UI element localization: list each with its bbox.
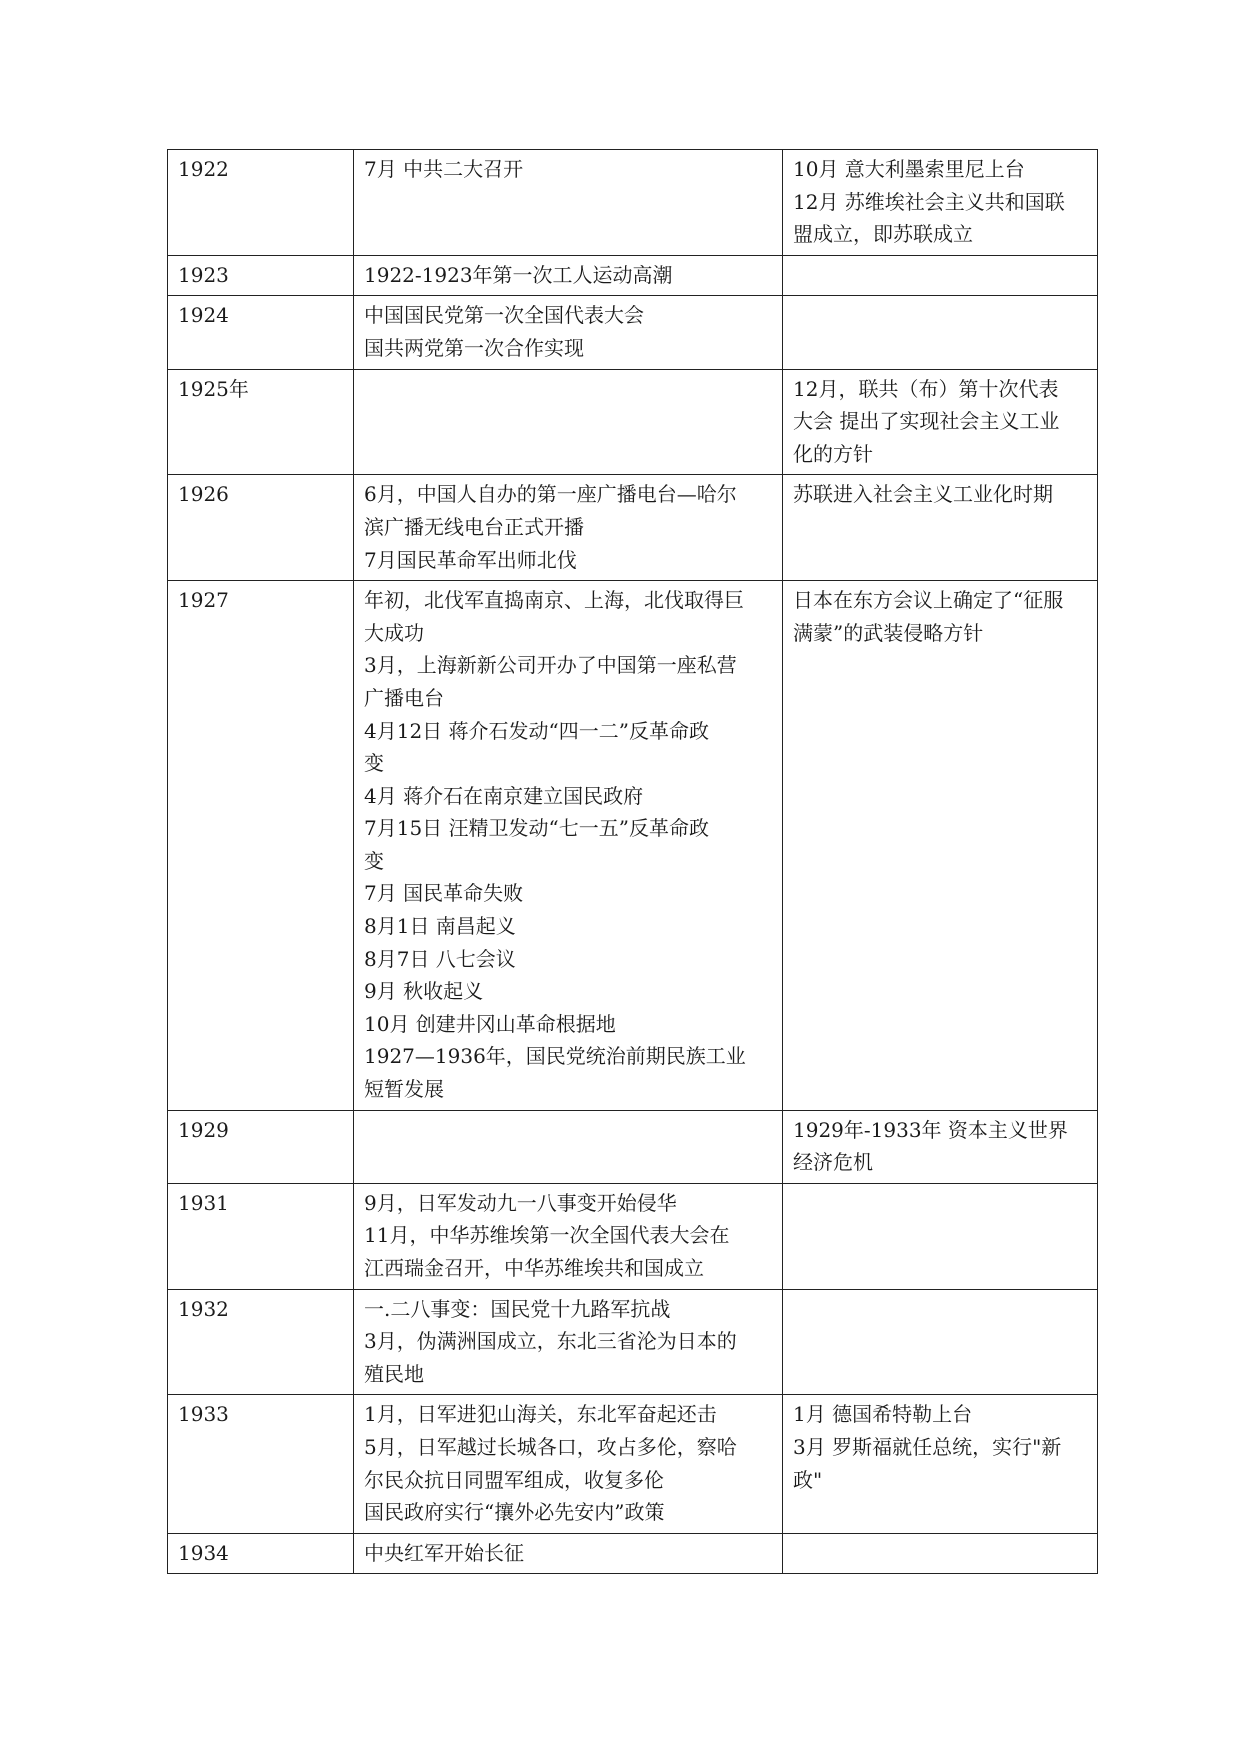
china-event-line: 1927—1936年，国民党统治前期民族工业 <box>364 1044 746 1069</box>
china-event-line: 中国国民党第一次全国代表大会 <box>364 303 644 328</box>
world-event-line: 1月 德国希特勒上台 <box>793 1402 973 1427</box>
china-event-line: 4月12日 蒋介石发动“四一二”反革命政 <box>364 718 709 743</box>
table-row <box>168 581 1098 1111</box>
china-event-line: 滨广播无线电台正式开播 <box>364 514 584 539</box>
china-events-cell <box>354 369 783 475</box>
china-events-cell <box>354 1533 783 1574</box>
world-events-cell <box>783 1289 1098 1395</box>
china-events-cell <box>354 581 783 1111</box>
timeline-body <box>168 150 1098 1574</box>
china-event-line: 变 <box>364 848 384 873</box>
china-event-line: 7月15日 汪精卫发动“七一五”反革命政 <box>364 816 709 841</box>
china-events-cell <box>354 1289 783 1395</box>
year-cell: 1925年 <box>168 369 354 475</box>
china-events-cell <box>354 150 783 256</box>
china-event-line: 4月 蒋介石在南京建立国民政府 <box>364 783 644 808</box>
year-cell: 1934 <box>168 1533 354 1574</box>
world-event-line: 10月 意大利墨索里尼上台 <box>793 157 1025 181</box>
china-events-cell <box>354 1395 783 1533</box>
china-event-line: 5月，日军越过长城各口，攻占多伦，察哈 <box>364 1434 737 1459</box>
china-event-line: 国共两党第一次合作实现 <box>364 335 584 360</box>
china-event-line: 3月，上海新新公司开办了中国第一座私营 <box>364 653 737 678</box>
year-cell: 1922 <box>168 150 354 256</box>
year-cell: 1931 <box>168 1183 354 1289</box>
china-events-cell <box>354 296 783 369</box>
china-event-line: 广播电台 <box>364 685 444 710</box>
table-row <box>168 475 1098 581</box>
china-event-line: 殖民地 <box>364 1361 424 1386</box>
china-event-line: 8月7日 八七会议 <box>364 946 516 971</box>
world-event-line: 化的方针 <box>793 441 873 466</box>
table-row <box>168 1110 1098 1183</box>
year-cell: 1926 <box>168 475 354 581</box>
china-events-cell <box>354 255 783 296</box>
table-row <box>168 296 1098 369</box>
table-row <box>168 369 1098 475</box>
china-event-line: 9月，日军发动九一八事变开始侵华 <box>364 1190 677 1215</box>
china-event-line: 1月，日军进犯山海关，东北军奋起还击 <box>364 1402 717 1427</box>
china-event-line: 大成功 <box>364 620 424 645</box>
world-event-line: 12月，联共（布）第十次代表 <box>793 376 1059 401</box>
year-cell: 1923 <box>168 255 354 296</box>
table-row <box>168 1533 1098 1574</box>
china-events-cell <box>354 1183 783 1289</box>
china-event-line: 8月1日 南昌起义 <box>364 914 516 939</box>
china-event-line: 3月，伪满洲国成立，东北三省沦为日本的 <box>364 1329 737 1354</box>
world-events-cell <box>783 296 1098 369</box>
china-event-line: 9月 秋收起义 <box>364 979 484 1004</box>
china-events-cell <box>354 1110 783 1183</box>
world-event-line: 盟成立，即苏联成立 <box>793 222 973 247</box>
world-events-cell <box>783 1533 1098 1574</box>
china-event-line: 变 <box>364 751 384 776</box>
world-event-line: 日本在东方会议上确定了“征服 <box>793 588 1064 613</box>
year-cell: 1927 <box>168 581 354 1111</box>
china-event-line: 一.二八事变：国民党十九路军抗战 <box>364 1296 671 1321</box>
world-event-line: 政" <box>793 1467 823 1492</box>
year-cell: 1932 <box>168 1289 354 1395</box>
china-event-line: 6月，中国人自办的第一座广播电台—哈尔 <box>364 482 737 507</box>
china-event-line: 短暂发展 <box>364 1077 444 1102</box>
china-event-line: 尔民众抗日同盟军组成，收复多伦 <box>364 1467 664 1492</box>
world-events-cell <box>783 150 1098 256</box>
china-event-line: 7月 中共二大召开 <box>364 157 524 181</box>
world-events-cell <box>783 581 1098 1111</box>
table-row <box>168 1395 1098 1533</box>
world-events-cell <box>783 1183 1098 1289</box>
china-event-line: 7月 国民革命失败 <box>364 881 524 906</box>
world-events-cell <box>783 475 1098 581</box>
world-events-cell <box>783 1110 1098 1183</box>
world-events-cell <box>783 1395 1098 1533</box>
world-event-line: 经济危机 <box>793 1150 873 1175</box>
table-row <box>168 255 1098 296</box>
table-row <box>168 150 1098 256</box>
world-event-line: 3月 罗斯福就任总统，实行"新 <box>793 1434 1062 1459</box>
table-row <box>168 1183 1098 1289</box>
china-event-line: 中央红军开始长征 <box>364 1540 524 1565</box>
world-events-cell <box>783 369 1098 475</box>
history-timeline-table <box>167 149 1098 1574</box>
china-events-cell <box>354 475 783 581</box>
china-event-line: 1922-1923年第一次工人运动高潮 <box>364 262 673 287</box>
china-event-line: 江西瑞金召开，中华苏维埃共和国成立 <box>364 1256 704 1280</box>
year-cell: 1929 <box>168 1110 354 1183</box>
world-event-line: 苏联进入社会主义工业化时期 <box>793 482 1053 507</box>
world-events-cell <box>783 255 1098 296</box>
world-event-line: 12月 苏维埃社会主义共和国联 <box>793 189 1065 214</box>
china-event-line: 7月国民革命军出师北伐 <box>364 547 577 572</box>
year-cell: 1933 <box>168 1395 354 1533</box>
china-event-line: 国民政府实行“攘外必先安内”政策 <box>364 1500 665 1525</box>
world-event-line: 1929年-1933年 资本主义世界 <box>793 1117 1068 1142</box>
year-cell: 1924 <box>168 296 354 369</box>
world-event-line: 满蒙”的武装侵略方针 <box>793 620 984 645</box>
world-event-line: 大会 提出了实现社会主义工业 <box>793 409 1060 434</box>
table-row <box>168 1289 1098 1395</box>
china-event-line: 年初，北伐军直捣南京、上海，北伐取得巨 <box>364 588 744 613</box>
china-event-line: 10月 创建井冈山革命根据地 <box>364 1011 616 1036</box>
china-event-line: 11月，中华苏维埃第一次全国代表大会在 <box>364 1223 730 1248</box>
